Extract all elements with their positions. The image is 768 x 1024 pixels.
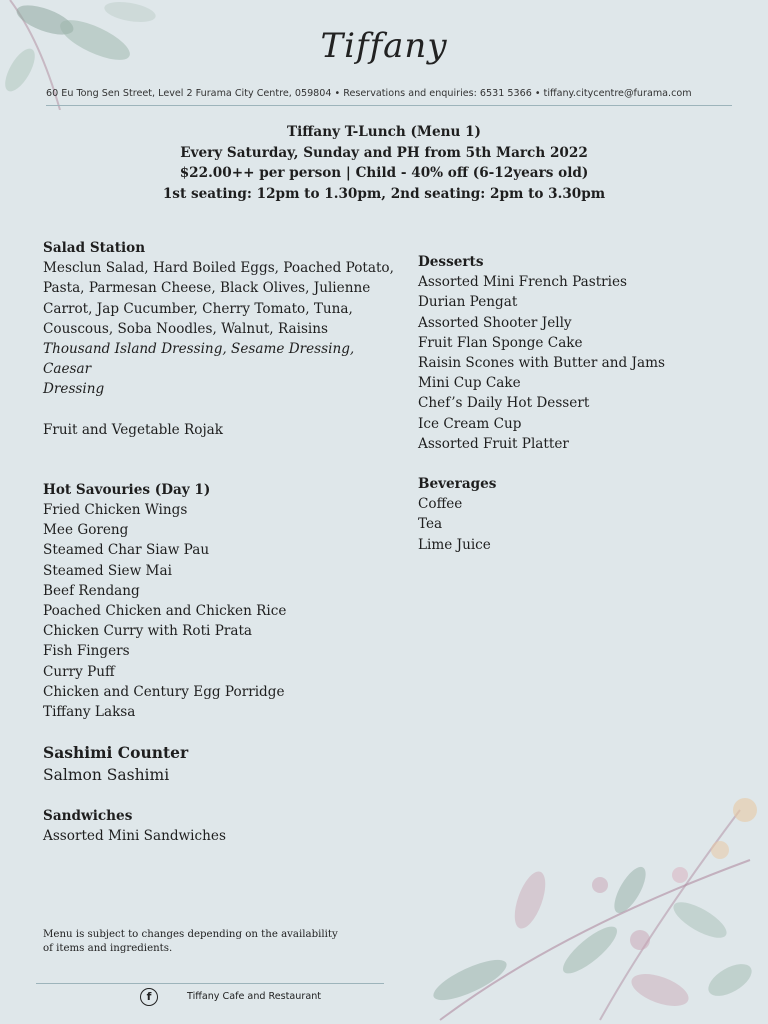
section-title-sashimi: Sashimi Counter (43, 743, 189, 763)
hot-item: Fish Fingers (43, 643, 130, 660)
beverage-item: Tea (418, 516, 443, 533)
hot-item: Beef Rendang (43, 582, 140, 599)
menu-right-column (418, 252, 748, 555)
section-title-hot-savouries: Hot Savouries (Day 1) (43, 481, 211, 498)
hot-item: Mee Goreng (43, 522, 129, 539)
dressing-line: Thousand Island Dressing, Sesame Dressing, Caesar (43, 341, 355, 378)
section-title-desserts: Desserts (418, 254, 484, 270)
dessert-item: Assorted Shooter Jelly (418, 314, 572, 331)
section-title-beverages: Beverages (418, 476, 497, 493)
contact-address: 60 Eu Tong Sen Street, Level 2 Furama City Centre, 059804 • Reservations and enquiries: 6531 5366 • tiffany.citycentre@furama.com (46, 88, 692, 99)
menu-title: Tiffany T-Lunch (Menu 1) (286, 124, 481, 140)
menu-schedule: Every Saturday, Sunday and PH from 5th March 2022 (180, 144, 588, 161)
dessert-item: Ice Cream Cup (418, 415, 522, 432)
hot-item: Steamed Siew Mai (43, 562, 172, 579)
dessert-item: Durian Pengat (418, 294, 518, 311)
menu-seating: 1st seating: 12pm to 1.30pm, 2nd seating: 2pm to 3.30pm (162, 185, 606, 202)
section-title-salad: Salad Station (43, 240, 146, 256)
salad-line: Couscous, Soba Noodles, Walnut, Raisins (43, 320, 328, 337)
dessert-item: Raisin Scones with Butter and Jams (418, 355, 665, 372)
hot-item: Chicken and Century Egg Porridge (43, 683, 285, 700)
salad-line: Carrot, Jap Cucumber, Cherry Tomato, Tuna, (43, 300, 353, 317)
sandwich-item: Assorted Mini Sandwiches (43, 828, 226, 845)
menu-disclaimer (43, 928, 353, 955)
dessert-item: Mini Cup Cake (418, 375, 521, 392)
hot-item: Chicken Curry with Roti Prata (43, 623, 253, 640)
floral-decoration-bottom-right (400, 780, 768, 1024)
section-title-sandwiches: Sandwiches (43, 808, 133, 825)
disclaimer-line: of items and ingredients. (43, 942, 173, 954)
dressing-line: Dressing (43, 381, 105, 398)
dessert-item: Fruit Flan Sponge Cake (418, 334, 583, 351)
facebook-icon[interactable]: f (140, 988, 158, 1006)
brand-logo: Tiffany (320, 26, 448, 66)
hot-item: Fried Chicken Wings (43, 502, 188, 519)
sashimi-item: Salmon Sashimi (43, 766, 170, 785)
menu-price: $22.00++ per person | Child - 40% off (6-12years old) (179, 165, 589, 181)
dessert-item: Assorted Fruit Platter (418, 435, 569, 452)
footer-divider (36, 983, 384, 984)
beverage-item: Coffee (418, 496, 463, 513)
hot-item: Poached Chicken and Chicken Rice (43, 603, 287, 620)
disclaimer-line: Menu is subject to changes depending on the availability (43, 929, 338, 940)
footer-restaurant-name: Tiffany Cafe and Restaurant (187, 991, 322, 1002)
dessert-item: Assorted Mini French Pastries (418, 274, 628, 291)
dessert-item: Chef’s Daily Hot Dessert (418, 395, 590, 412)
salad-line: Pasta, Parmesan Cheese, Black Olives, Julienne (43, 280, 371, 297)
salad-line: Mesclun Salad, Hard Boiled Eggs, Poached Potato, (43, 260, 394, 277)
hot-item: Tiffany Laksa (43, 704, 136, 721)
rojak-item: Fruit and Vegetable Rojak (43, 421, 224, 438)
header-divider (46, 105, 732, 106)
hot-item: Curry Puff (43, 663, 115, 680)
beverage-item: Lime Juice (418, 536, 491, 553)
menu-intro (0, 122, 768, 204)
hot-item: Steamed Char Siaw Pau (43, 542, 210, 559)
menu-left-column (43, 238, 403, 847)
